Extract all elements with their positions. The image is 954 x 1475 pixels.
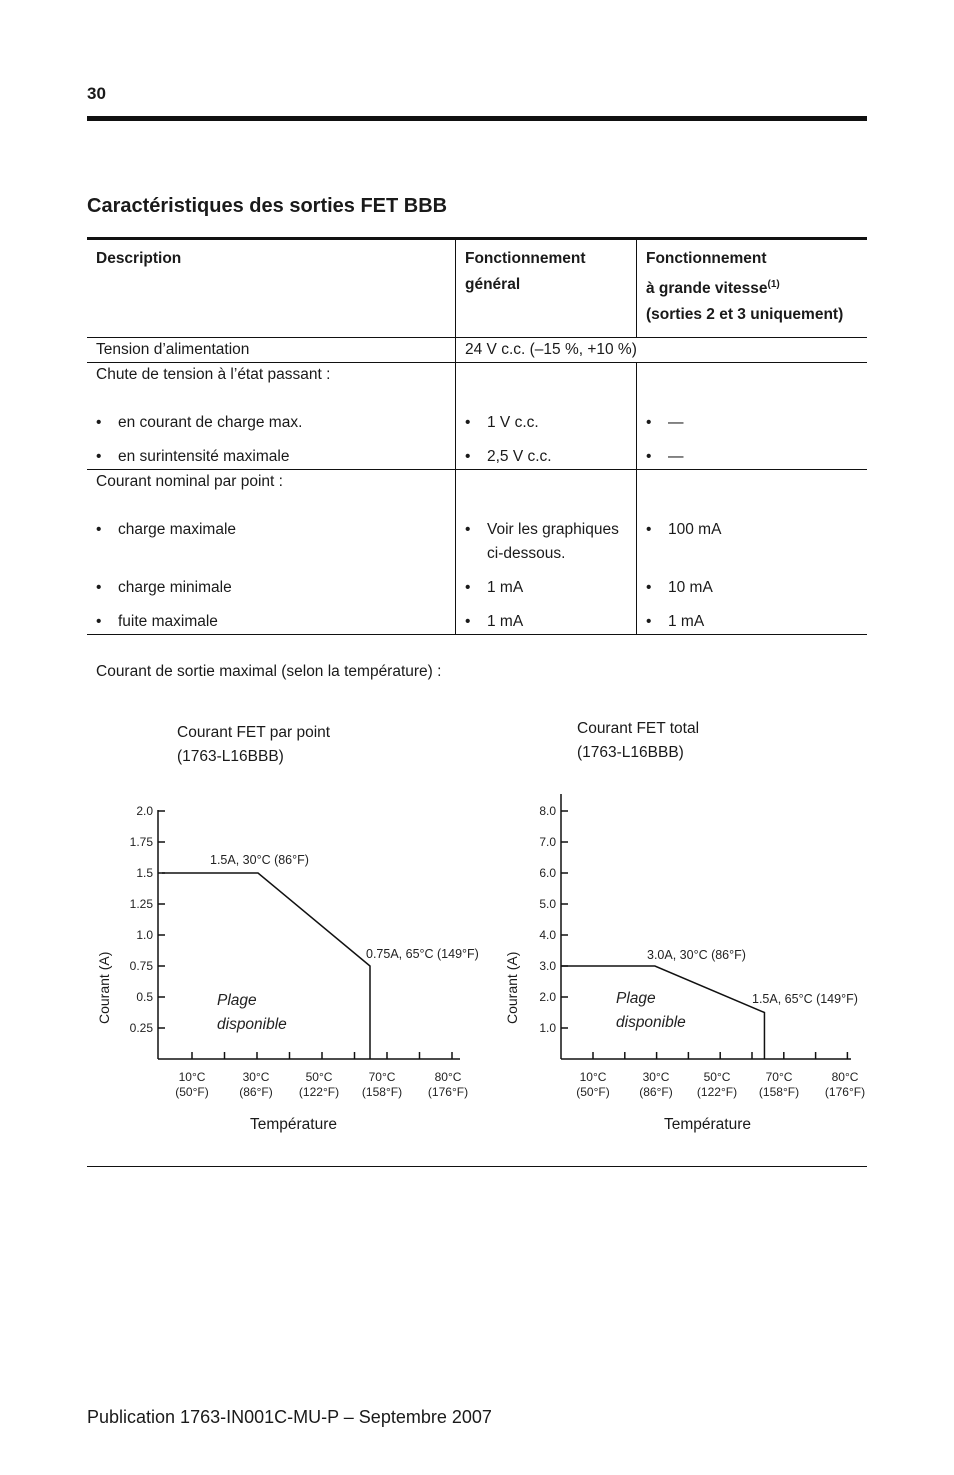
x-tick-label-f: (122°F) — [696, 1085, 738, 1099]
x-tick-label-f: (176°F) — [427, 1085, 469, 1099]
region-label: Plage — [217, 992, 257, 1009]
list-item: • 10 mA — [646, 579, 713, 597]
y-tick-label: 7.0 — [539, 835, 556, 849]
page-number: 30 — [87, 84, 106, 103]
list-item: • fuite maximale — [96, 613, 218, 631]
region-label: disponible — [217, 1016, 287, 1033]
header-highspeed-line1: Fonctionnement — [646, 250, 767, 267]
header-highspeed-line3: (sorties 2 et 3 uniquement) — [646, 306, 844, 324]
x-tick-label-f: (50°F) — [175, 1085, 209, 1099]
region-label: disponible — [616, 1014, 686, 1031]
x-tick-label: 30°C — [242, 1070, 270, 1084]
list-item: • — — [646, 414, 684, 432]
y-tick-label: 2.0 — [539, 990, 556, 1004]
list-item: • en surintensité maximale — [96, 448, 290, 466]
publication-footer: Publication 1763-IN001C-MU-P – Septembre 2007 — [87, 1407, 492, 1427]
x-tick-label-f: (122°F) — [298, 1085, 340, 1099]
section-title: Caractéristiques des sorties FET BBB — [87, 195, 448, 217]
chute-label: Chute de tension à l’état passant : — [96, 366, 331, 384]
series-line — [561, 966, 764, 1059]
y-tick-label: 2.0 — [136, 804, 153, 818]
data-label: 3.0A, 30°C (86°F) — [647, 948, 746, 962]
y-tick-label: 1.0 — [136, 928, 153, 942]
x-tick-label: 80°C — [434, 1070, 462, 1084]
header-general-line1: Fonctionnement — [465, 250, 586, 267]
list-item: • 2,5 V c.c. — [465, 448, 552, 466]
x-tick-label: 70°C — [765, 1070, 793, 1084]
list-item: • charge minimale — [96, 579, 232, 597]
footnote-marker: (1) — [767, 279, 780, 290]
x-tick-label-f: (86°F) — [639, 1085, 673, 1099]
list-item: • Voir les graphiques ci-dessous. — [465, 521, 619, 563]
y-tick-label: 0.25 — [129, 1021, 153, 1035]
x-tick-label: 10°C — [579, 1070, 607, 1084]
list-item: • 100 mA — [646, 521, 722, 539]
x-tick-label-f: (158°F) — [758, 1085, 800, 1099]
y-tick-label: 1.75 — [129, 835, 153, 849]
tension-label: Tension d’alimentation — [96, 341, 250, 359]
data-label: 1.5A, 30°C (86°F) — [210, 853, 309, 867]
y-tick-label: 3.0 — [539, 959, 556, 973]
chart-intro: Courant de sortie maximal (selon la température) : — [96, 663, 442, 680]
list-item: • 1 mA — [465, 579, 524, 597]
list-item: • 1 mA — [465, 613, 524, 631]
list-item: • — — [646, 448, 684, 466]
list-item: • en courant de charge max. — [96, 414, 303, 432]
y-tick-label: 8.0 — [539, 804, 556, 818]
header-general-line2: général — [465, 276, 521, 293]
data-label: 0.75A, 65°C (149°F) — [366, 947, 479, 961]
chart1-xlabel: Température — [250, 1116, 338, 1133]
chart2-title: Courant FET total (1763-L16BBB) — [577, 720, 700, 761]
region-label: Plage — [616, 990, 656, 1007]
chart2-ylabel: Courant (A) — [504, 951, 520, 1024]
list-item: • 1 mA — [646, 613, 705, 631]
list-item: • 1 V c.c. — [465, 414, 539, 432]
x-tick-label: 10°C — [178, 1070, 206, 1084]
y-tick-label: 0.5 — [136, 990, 153, 1004]
header-highspeed-line2-text: à grande vitesse — [646, 280, 768, 298]
x-tick-label: 80°C — [831, 1070, 859, 1084]
footer-rule — [87, 1166, 867, 1167]
chart1-title: Courant FET par point (1763-L16BBB) — [177, 724, 331, 765]
x-tick-label: 30°C — [642, 1070, 670, 1084]
header-description: Description — [96, 250, 182, 267]
tension-value: 24 V c.c. (–15 %, +10 %) — [456, 338, 868, 363]
x-tick-label: 50°C — [703, 1070, 731, 1084]
y-tick-label: 4.0 — [539, 928, 556, 942]
x-tick-label: 50°C — [305, 1070, 333, 1084]
data-label: 1.5A, 65°C (149°F) — [752, 992, 858, 1006]
x-tick-label-f: (158°F) — [361, 1085, 403, 1099]
y-tick-label: 5.0 — [539, 897, 556, 911]
chart2-xlabel: Température — [664, 1116, 752, 1133]
x-tick-label-f: (176°F) — [824, 1085, 866, 1099]
list-item: • charge maximale — [96, 521, 237, 539]
courant-label: Courant nominal par point : — [96, 473, 283, 491]
y-tick-label: 0.75 — [129, 959, 153, 973]
y-tick-label: 6.0 — [539, 866, 556, 880]
x-tick-label-f: (86°F) — [239, 1085, 273, 1099]
x-tick-label-f: (50°F) — [576, 1085, 610, 1099]
y-tick-label: 1.25 — [129, 897, 153, 911]
y-tick-label: 1.0 — [539, 1021, 556, 1035]
x-tick-label: 70°C — [368, 1070, 396, 1084]
y-tick-label: 1.5 — [136, 866, 153, 880]
chart1-ylabel: Courant (A) — [96, 951, 112, 1024]
